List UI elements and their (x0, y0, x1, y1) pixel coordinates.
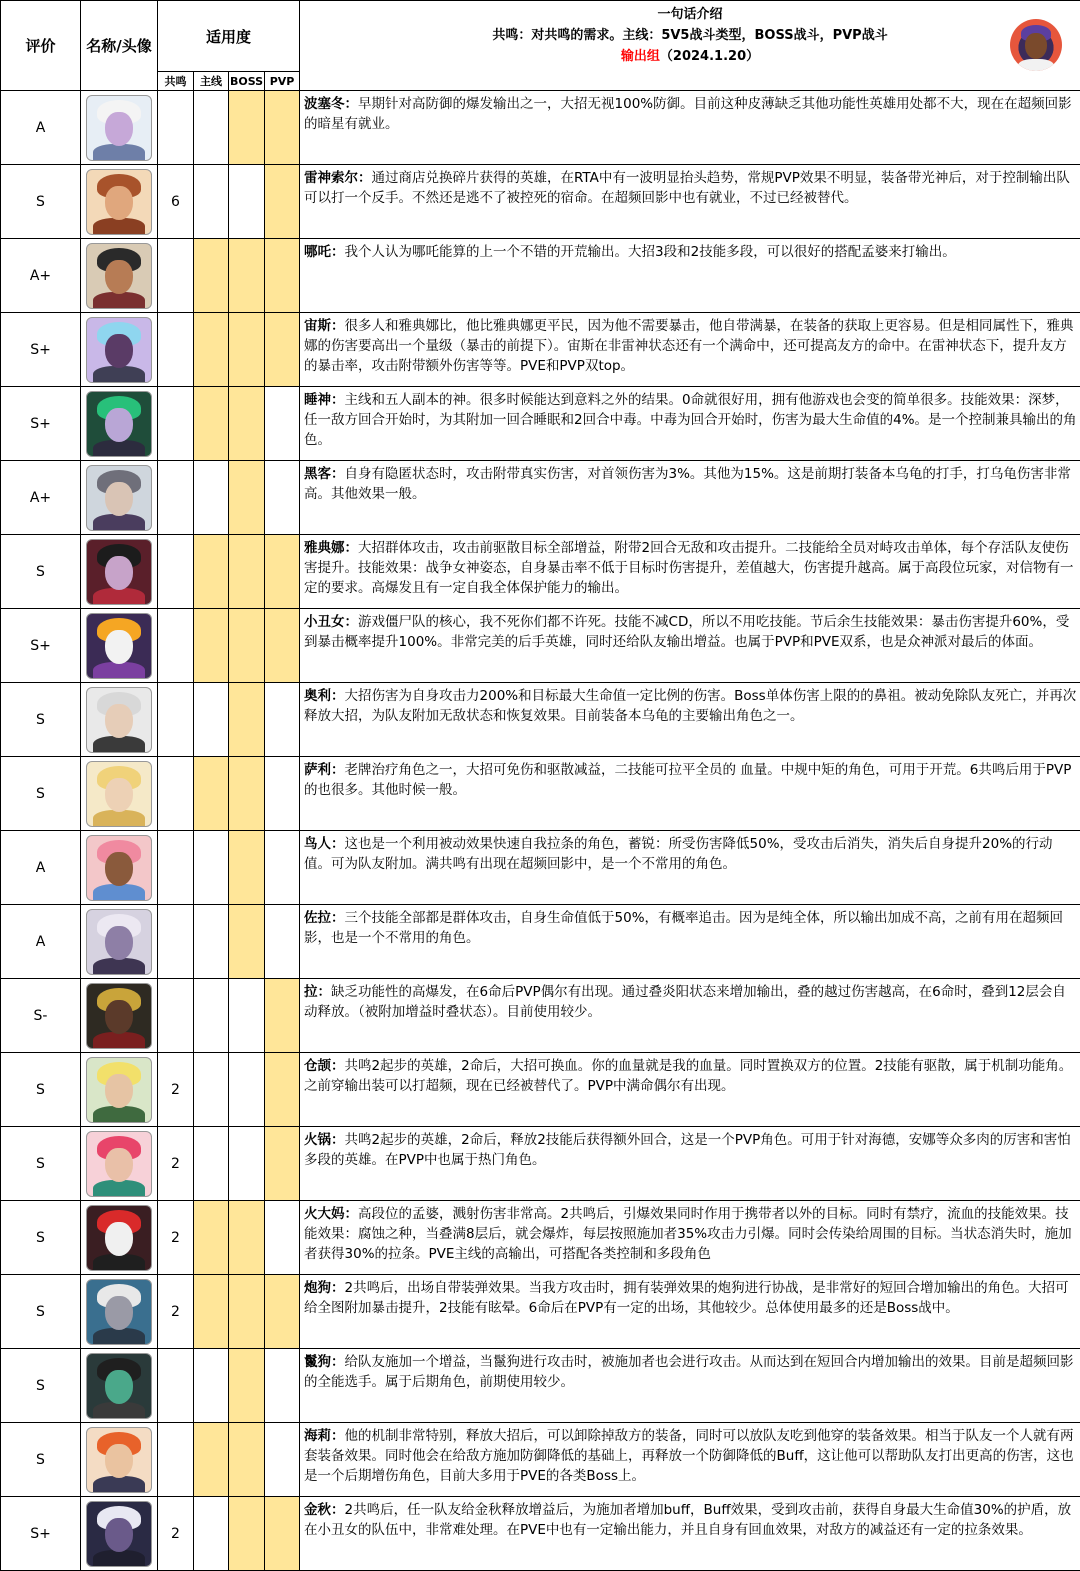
resonance-cell (158, 461, 194, 535)
hero-description: 很多人和雅典娜比，他比雅典娜更平民，因为他不需要暴击，他自带满暴，在装备的获取上更容易。但是相同属性下，雅典娜的伤害要高出一个量级（暴击的前提下）。宙斯在非雷神状态还有一个满命中，还可提高友方的命中。在雷神状态下，提升友方的暴击率，攻击附带额外伤害等等。PVE和PVP双top。 (304, 318, 1074, 374)
table-row (1, 1423, 1080, 1497)
hero-name: 萨利： (304, 762, 345, 778)
hero-portrait-icon (86, 391, 152, 457)
intro-title: 一句话介绍 (300, 3, 1080, 22)
boss-cell (229, 905, 265, 979)
hero-name: 雷神索尔： (304, 170, 372, 186)
hero-description: 三个技能全部都是群体攻击，自身生命值低于50%，有概率追击。因为是纯全体，所以输出加成不高，之前有用在超频回影，也是一个不常用的角色。 (304, 910, 1063, 946)
boss-cell (229, 1201, 265, 1275)
mainline-cell (194, 1423, 229, 1497)
hero-name: 睡神： (304, 392, 345, 408)
avatar-cell (81, 1053, 158, 1127)
hero-portrait-icon (86, 1427, 152, 1493)
rating-cell: S (1, 165, 81, 239)
mainline-cell (194, 165, 229, 239)
hero-name: 黑客： (304, 466, 345, 482)
avatar-cell (81, 1127, 158, 1201)
pvp-cell (265, 831, 300, 905)
hero-portrait-icon (86, 465, 152, 531)
table-row (1, 1275, 1080, 1349)
rating-header: 评价 (1, 1, 81, 91)
hero-portrait-icon (86, 1279, 152, 1345)
hero-description: 他的机制非常特别，释放大招后，可以卸除掉敌方的装备，同时可以放队友吃到他穿的装备效果。相当于队友一个人就有两套装备效果。同时他会在给敌方施加防御降低的基础上，再释放一个防御降低的Buff，这让他可以帮助队友打出更高的伤害，这也是一个后期增伤角色，目前大多用于PVE的各类Boss上。 (304, 1428, 1074, 1484)
table-row (1, 905, 1080, 979)
boss-cell (229, 979, 265, 1053)
hero-description: 缺乏功能性的高爆发，在6命后PVP偶尔有出现。通过叠炎阳状态来增加输出，叠的越过伤害越高，在6命时，叠到12层会自动释放。（被附加增益时叠状态）。目前使用较少。 (304, 984, 1066, 1020)
pvp-cell (265, 905, 300, 979)
description-cell (300, 461, 1080, 535)
pvp-cell (265, 535, 300, 609)
intro-group-line (300, 45, 1080, 64)
mainline-cell (194, 609, 229, 683)
hero-portrait-icon (86, 687, 152, 753)
hero-portrait-icon (86, 243, 152, 309)
avatar-cell (81, 535, 158, 609)
table-row (1, 979, 1080, 1053)
hero-name: 小丑女： (304, 614, 358, 630)
rating-cell: S (1, 535, 81, 609)
resonance-cell (158, 239, 194, 313)
hero-name: 海莉： (304, 1428, 345, 1444)
mainline-cell (194, 91, 229, 165)
mainline-cell (194, 831, 229, 905)
table-row (1, 91, 1080, 165)
resonance-cell (158, 831, 194, 905)
description-cell (300, 313, 1080, 387)
boss-cell (229, 683, 265, 757)
applicability-header: 适用度 (158, 1, 300, 72)
hero-name: 火大妈： (304, 1206, 358, 1222)
hero-portrait-icon (86, 613, 152, 679)
resonance-cell (158, 905, 194, 979)
mainline-cell (194, 1497, 229, 1571)
rating-cell: A (1, 905, 81, 979)
description-cell (300, 535, 1080, 609)
pvp-cell (265, 1127, 300, 1201)
boss-cell (229, 535, 265, 609)
resonance-cell (158, 535, 194, 609)
hero-name: 佐拉： (304, 910, 345, 926)
hero-description: 大招群体攻击，攻击前驱散目标全部增益，附带2回合无敌和攻击提升。二技能给全员对峙攻击单体，每个存活队友使伤害提升。技能效果：战争女神姿态，自身暴击率不低于目标时伤害提升，差值越大，伤害提升越高。属于高段位玩家，对信物有一定的要求。高爆发且有一定自我全体保护能力的输出。 (304, 540, 1074, 596)
hero-portrait-icon (86, 1501, 152, 1567)
hero-portrait-icon (86, 1057, 152, 1123)
pvp-cell (265, 1053, 300, 1127)
avatar-cell (81, 1423, 158, 1497)
avatar-cell (81, 1349, 158, 1423)
hero-description: 通过商店兑换碎片获得的英雄，在RTA中有一波明显抬头趋势，常规PVP效果不明显，装备带光神后，对于控制输出队可以打一个反手。不然还是逃不了被控死的宿命。在超频回影中也有就业，不过已经被替代。 (304, 170, 1070, 206)
avatar-cell (81, 239, 158, 313)
rating-cell: S+ (1, 387, 81, 461)
hero-portrait-icon (86, 761, 152, 827)
hero-name: 奥利： (304, 688, 345, 704)
avatar-cell (81, 387, 158, 461)
hero-name: 鬣狗： (304, 1354, 345, 1370)
col-mainline: 主线 (194, 72, 229, 91)
boss-cell (229, 313, 265, 387)
hero-description: 游戏僵尸队的核心，我不死你们都不许死。技能不减CD，所以不用吃技能。节后余生技能效果：暴击伤害提升60%，受到暴击概率提升100%。非常完美的后手英雄，同时还给队友输出增益。也属于PVP和PVE双系，也是众神派对最后的体面。 (304, 614, 1069, 650)
hero-portrait-icon (86, 539, 152, 605)
rating-cell: A (1, 831, 81, 905)
resonance-cell (158, 683, 194, 757)
resonance-cell: 2 (158, 1201, 194, 1275)
mainline-cell (194, 1275, 229, 1349)
table-row (1, 1497, 1080, 1571)
hero-description: 这也是一个利用被动效果快速自我拉条的角色，蓄锐：所受伤害降低50%，受攻击后消失，消失后自身提升20%的行动值。可为队友附加。满共鸣有出现在超频回影中，是一个不常用的角色。 (304, 836, 1053, 872)
boss-cell (229, 757, 265, 831)
resonance-cell (158, 1423, 194, 1497)
hero-description: 高段位的孟婆，溅射伤害非常高。2共鸣后，引爆效果同时作用于携带者以外的目标。同时有禁疗，流血的技能效果。技能效果：腐蚀之种，当叠满8层后，就会爆炸，每层按照施加者35%攻击力引爆。同时会传染给周围的目标。当状态消失时，施加者获得30%的拉条。PVE主线的高输出，可搭配各类控制和多段角色 (304, 1206, 1072, 1262)
description-cell (300, 683, 1080, 757)
boss-cell (229, 609, 265, 683)
rating-cell: S (1, 1127, 81, 1201)
boss-cell (229, 239, 265, 313)
mainline-cell (194, 1127, 229, 1201)
rating-cell: S (1, 1423, 81, 1497)
hero-description: 2共鸣后，任一队友给金秋释放增益后，为施加者增加buff，Buff效果，受到攻击前，获得自身最大生命值30%的护盾，放在小丑女的队伍中，非常难处理。在PVE中也有一定输出能力，并且自身有回血效果，对敌方的减益还有一定的拉条效果。 (304, 1502, 1071, 1538)
hero-description: 主线和五人副本的神。很多时候能达到意料之外的结果。0命就很好用，拥有他游戏也会变的简单很多。技能效果：深梦，任一敌方回合开始时，为其附加一回合睡眠和2回合中毒。中毒为回合开始时，伤害为最大生命值的4%。是一个控制兼具输出的角色。 (304, 392, 1077, 448)
hero-portrait-icon (86, 983, 152, 1049)
resonance-cell: 2 (158, 1127, 194, 1201)
description-cell (300, 979, 1080, 1053)
table-row (1, 683, 1080, 757)
avatar-cell (81, 1497, 158, 1571)
intro-header (300, 1, 1080, 91)
resonance-cell (158, 91, 194, 165)
table-row (1, 757, 1080, 831)
rating-cell: S- (1, 979, 81, 1053)
avatar-cell (81, 905, 158, 979)
resonance-cell (158, 979, 194, 1053)
hero-portrait-icon (86, 1131, 152, 1197)
hero-description: 共鸣2起步的英雄，2命后，大招可换血。你的血量就是我的血量。同时置换双方的位置。2技能有驱散，属于机制功能角。之前穿输出装可以打超频，现在已经被替代了。PVP中满命偶尔有出现。 (304, 1058, 1072, 1094)
col-boss: BOSS (229, 72, 265, 91)
hero-portrait-icon (86, 909, 152, 975)
description-cell (300, 1497, 1080, 1571)
resonance-cell (158, 757, 194, 831)
group-label: 输出组 (621, 49, 660, 64)
mainline-cell (194, 239, 229, 313)
description-cell (300, 905, 1080, 979)
resonance-cell: 2 (158, 1497, 194, 1571)
pvp-cell (265, 1497, 300, 1571)
table-row (1, 609, 1080, 683)
table-row (1, 461, 1080, 535)
avatar-cell (81, 979, 158, 1053)
boss-cell (229, 387, 265, 461)
hero-portrait-icon (86, 1353, 152, 1419)
hero-description: 2共鸣后，出场自带装弹效果。当我方攻击时，拥有装弹效果的炮狗进行协战，是非常好的短回合增加输出的角色。大招可给全图附加暴击提升，2技能有眩晕。6命后在PVP有一定的出场，其他较少。总体使用最多的还是Boss战中。 (304, 1280, 1069, 1316)
hero-description: 大招伤害为自身攻击力200%和目标最大生命值一定比例的伤害。Boss单体伤害上限的的鼻祖。被动免除队友死亡，并再次释放大招，为队友附加无敌状态和恢复效果。目前装备本乌龟的主要输出角色之一。 (304, 688, 1076, 724)
description-cell (300, 1127, 1080, 1201)
boss-cell (229, 1349, 265, 1423)
rating-cell: S+ (1, 609, 81, 683)
table-row (1, 831, 1080, 905)
avatar-cell (81, 831, 158, 905)
description-cell (300, 609, 1080, 683)
table-row (1, 239, 1080, 313)
date-label: （2024.1.20） (660, 49, 759, 64)
rating-cell: A (1, 91, 81, 165)
resonance-cell (158, 609, 194, 683)
boss-cell (229, 1053, 265, 1127)
mainline-cell (194, 1349, 229, 1423)
mainline-cell (194, 1201, 229, 1275)
rating-cell: S+ (1, 1497, 81, 1571)
boss-cell (229, 1127, 265, 1201)
hero-description: 老牌治疗角色之一，大招可免伤和驱散减益，二技能可拉平全员的 血量。中规中矩的角色，可用于开荒。6共鸣后用于PVP的也很多。其他时候一般。 (304, 762, 1071, 798)
mainline-cell (194, 757, 229, 831)
resonance-cell: 2 (158, 1275, 194, 1349)
rating-cell: S (1, 1201, 81, 1275)
mainline-cell (194, 461, 229, 535)
description-cell (300, 1275, 1080, 1349)
avatar-cell (81, 683, 158, 757)
pvp-cell (265, 1349, 300, 1423)
hero-name: 宙斯： (304, 318, 345, 334)
hero-name: 鸟人： (304, 836, 345, 852)
resonance-cell: 6 (158, 165, 194, 239)
table-row (1, 1053, 1080, 1127)
pvp-cell (265, 1275, 300, 1349)
mainline-cell (194, 1053, 229, 1127)
hero-description: 共鸣2起步的英雄，2命后，释放2技能后获得额外回合，这是一个PVP角色。可用于针对海德，安娜等众多肉的厉害和害怕多段的英雄。在PVP中也属于热门角色。 (304, 1132, 1071, 1168)
hero-portrait-icon (86, 1205, 152, 1271)
mainline-cell (194, 979, 229, 1053)
avatar-cell (81, 757, 158, 831)
hero-portrait-icon (86, 95, 152, 161)
table-row (1, 535, 1080, 609)
intro-legend: 共鸣：对共鸣的需求。主线：5V5战斗类型，BOSS战斗，PVP战斗 (300, 24, 1080, 43)
description-cell (300, 387, 1080, 461)
name-avatar-header: 名称/头像 (81, 1, 158, 91)
mainline-cell (194, 535, 229, 609)
hero-description: 我个人认为哪吒能算的上一个不错的开荒输出。大招3段和2技能多段，可以很好的搭配孟婆来打输出。 (345, 244, 956, 260)
pvp-cell (265, 239, 300, 313)
pvp-cell (265, 609, 300, 683)
pvp-cell (265, 1201, 300, 1275)
description-cell (300, 1423, 1080, 1497)
rating-cell: S (1, 1053, 81, 1127)
avatar-cell (81, 461, 158, 535)
avatar-cell (81, 165, 158, 239)
description-cell (300, 1349, 1080, 1423)
resonance-cell (158, 387, 194, 461)
hero-name: 拉： (304, 984, 331, 1000)
hero-portrait-icon (86, 835, 152, 901)
mainline-cell (194, 387, 229, 461)
description-cell (300, 239, 1080, 313)
pvp-cell (265, 461, 300, 535)
boss-cell (229, 165, 265, 239)
mainline-cell (194, 683, 229, 757)
table-row (1, 387, 1080, 461)
hero-name: 金秋： (304, 1502, 345, 1518)
hero-name: 波塞冬： (304, 96, 358, 112)
description-cell (300, 91, 1080, 165)
hero-description: 早期针对高防御的爆发输出之一，大招无视100%防御。目前这种皮薄缺乏其他功能性英雄用处都不大，现在在超频回影的暗星有就业。 (304, 96, 1072, 132)
description-cell (300, 1201, 1080, 1275)
boss-cell (229, 1423, 265, 1497)
avatar-cell (81, 313, 158, 387)
hero-name: 炮狗： (304, 1280, 345, 1296)
avatar-cell (81, 1201, 158, 1275)
hero-description: 给队友施加一个增益，当鬣狗进行攻击时，被施加者也会进行攻击。从而达到在短回合内增加输出的效果。目前是超频回影的全能选手。属于后期角色，前期使用较少。 (304, 1354, 1074, 1390)
pvp-cell (265, 683, 300, 757)
pvp-cell (265, 387, 300, 461)
table-row (1, 1349, 1080, 1423)
pvp-cell (265, 91, 300, 165)
pvp-cell (265, 1423, 300, 1497)
description-cell (300, 1053, 1080, 1127)
table-row (1, 1127, 1080, 1201)
col-resonance: 共鸣 (158, 72, 194, 91)
resonance-cell (158, 1349, 194, 1423)
resonance-cell: 2 (158, 1053, 194, 1127)
rating-cell: S+ (1, 313, 81, 387)
table-row (1, 165, 1080, 239)
mainline-cell (194, 905, 229, 979)
boss-cell (229, 1275, 265, 1349)
hero-name: 火锅： (304, 1132, 345, 1148)
avatar-cell (81, 1275, 158, 1349)
hero-name: 仓颉： (304, 1058, 345, 1074)
rating-cell: A+ (1, 461, 81, 535)
hero-portrait-icon (86, 317, 152, 383)
pvp-cell (265, 313, 300, 387)
mainline-cell (194, 313, 229, 387)
rating-cell: S (1, 757, 81, 831)
resonance-cell (158, 313, 194, 387)
boss-cell (229, 1497, 265, 1571)
rating-cell: S (1, 1349, 81, 1423)
boss-cell (229, 461, 265, 535)
hero-name: 哪吒： (304, 244, 345, 260)
avatar-cell (81, 609, 158, 683)
table-row (1, 1201, 1080, 1275)
author-avatar-icon (1010, 19, 1062, 71)
description-cell (300, 757, 1080, 831)
pvp-cell (265, 979, 300, 1053)
boss-cell (229, 831, 265, 905)
avatar-cell (81, 91, 158, 165)
pvp-cell (265, 165, 300, 239)
col-pvp: PVP (265, 72, 300, 91)
description-cell (300, 165, 1080, 239)
description-cell (300, 831, 1080, 905)
hero-portrait-icon (86, 169, 152, 235)
boss-cell (229, 91, 265, 165)
rating-cell: S (1, 1275, 81, 1349)
rating-cell: S (1, 683, 81, 757)
hero-name: 雅典娜： (304, 540, 358, 556)
pvp-cell (265, 757, 300, 831)
rating-cell: A+ (1, 239, 81, 313)
table-row (1, 313, 1080, 387)
hero-description: 自身有隐匿状态时，攻击附带真实伤害，对首领伤害为3%。其他为15%。这是前期打装备本乌龟的打手，打乌龟伤害非常高。其他效果一般。 (304, 466, 1071, 502)
